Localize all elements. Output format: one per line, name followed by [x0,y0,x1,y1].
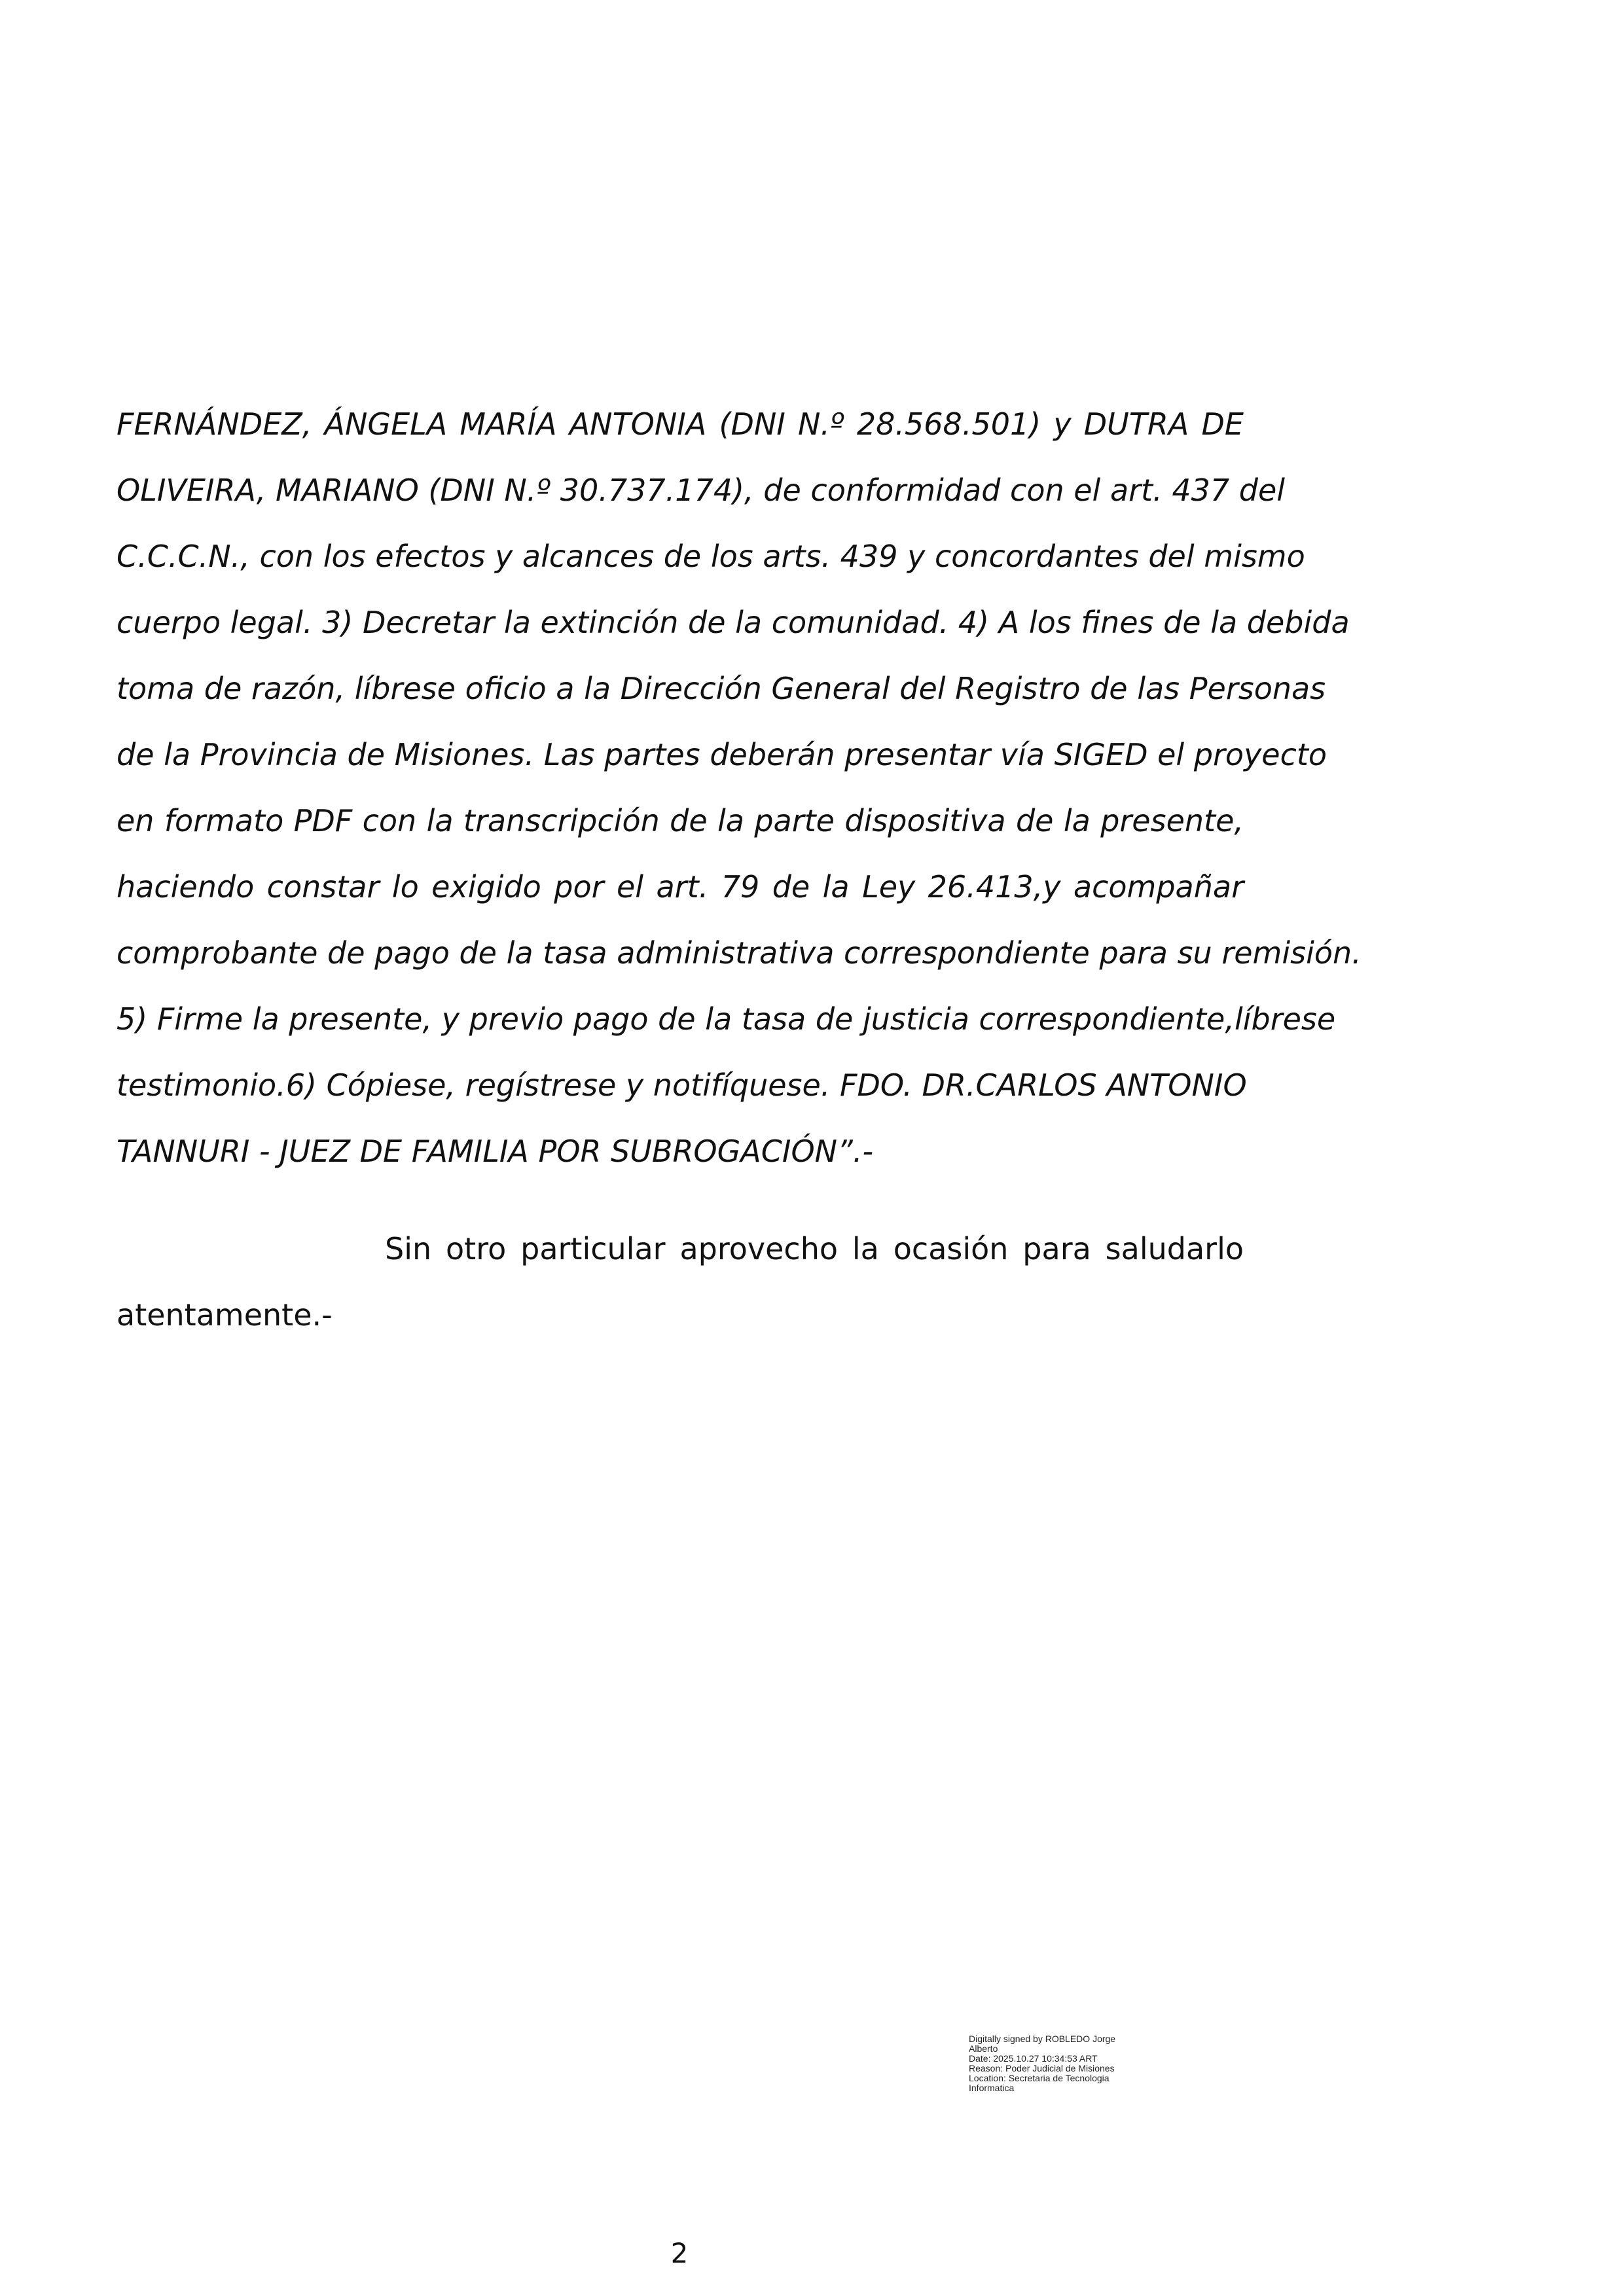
digital-signature-block [969,2034,1191,2093]
body-line: comprobante de pago de la tasa administrativa correspondiente para su remisión. [117,935,1362,971]
signature-line: Location: Secretaria de Tecnologia [969,2073,1110,2083]
closing-line: Sin otro particular aprovecho la ocasión para saludarlo [385,1231,1244,1266]
signature-line: Alberto [969,2043,998,2054]
signature-line: Date: 2025.10.27 10:34:53 ART [969,2053,1098,2064]
body-line: toma de razón, líbrese oficio a la Dirección General del Registro de las Personas [117,671,1326,706]
closing-line: atentamente.- [117,1297,333,1333]
body-line: testimonio.6) Cópiese, regístrese y notifíquese. FDO. DR.CARLOS ANTONIO [117,1067,1247,1103]
signature-line: Digitally signed by ROBLEDO Jorge [969,2034,1116,2044]
body-line: OLIVEIRA, MARIANO (DNI N.º 30.737.174), de conformidad con el art. 437 del [117,473,1286,508]
body-line: en formato PDF con la transcripción de la parte dispositiva de la presente, [117,803,1244,838]
page-number: 2 [670,2237,689,2269]
body-paragraph [117,391,1362,1185]
body-line: haciendo constar lo exigido por el art. 79 de la Ley 26.413,y acompañar [117,869,1244,905]
signature-line: Reason: Poder Judicial de Misiones [969,2063,1115,2073]
closing-paragraph [117,1216,1244,1348]
body-line: de la Provincia de Misiones. Las partes deberán presentar vía SIGED el proyecto [117,737,1327,772]
body-line: 5) Firme la presente, y previo pago de la tasa de justicia correspondiente,líbrese [117,1001,1336,1037]
signature-line: Informatica [969,2083,1015,2093]
body-line: cuerpo legal. 3) Decretar la extinción de la comunidad. 4) A los fines de la debida [117,605,1350,640]
body-line: TANNURI - JUEZ DE FAMILIA POR SUBROGACIÓN”.- [117,1134,874,1169]
body-line: C.C.C.N., con los efectos y alcances de los arts. 439 y concordantes del mismo [117,539,1305,574]
body-line: FERNÁNDEZ, ÁNGELA MARÍA ANTONIA (DNI N.º 28.568.501) y DUTRA DE [117,406,1244,442]
